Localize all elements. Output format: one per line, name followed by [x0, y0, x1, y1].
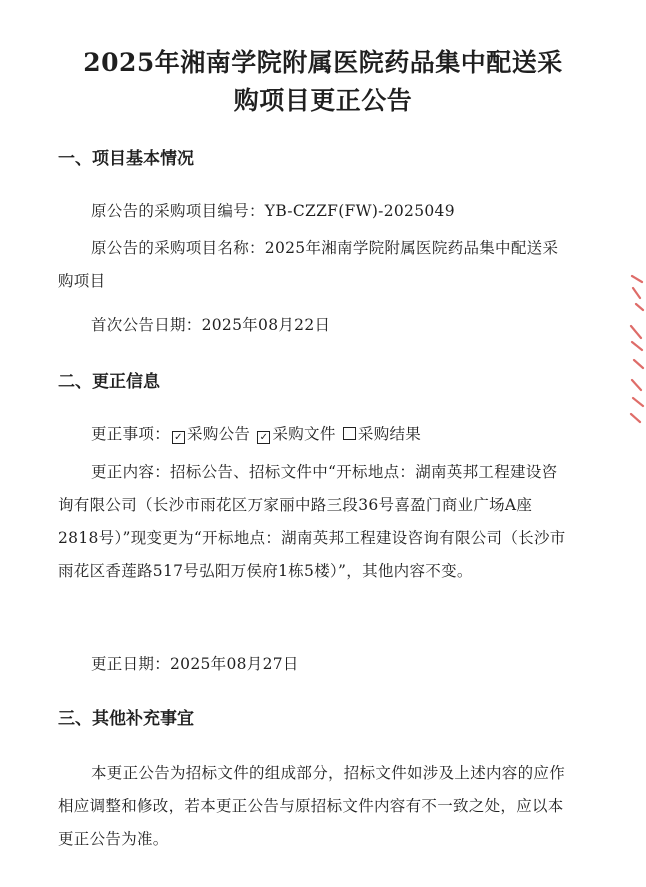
correction-items-label: 更正事项：: [91, 425, 171, 443]
title-line-1: 2025年湘南学院附属医院药品集中配送采: [83, 48, 563, 77]
checkbox-procurement-announcement: ✓: [172, 431, 185, 444]
project-number: 原公告的采购项目编号：YB-CZZF(FW)-2025049: [91, 202, 455, 220]
title-line-2: 购项目更正公告: [233, 86, 413, 115]
section-2-heading: 二、更正信息: [58, 372, 160, 392]
checkbox-label-3: 采购结果: [357, 425, 422, 443]
supplementary-content: 本更正公告为招标文件的组成部分，招标文件如涉及上述内容的应作相应调整和修改，若本更正公告与原招标文件内容有不一致之处，应以本更正公告为准。: [58, 764, 566, 848]
correction-items: [58, 418, 568, 451]
checkbox-label-1: 采购公告: [187, 425, 251, 443]
first-announcement-date: 首次公告日期：2025年08月22日: [91, 316, 331, 334]
section-3-heading: 三、其他补充事宜: [58, 709, 194, 729]
seal-stamp-fragment: [628, 268, 646, 428]
section-1-heading: 一、项目基本情况: [58, 149, 194, 169]
announcement-title: [40, 44, 606, 120]
checkbox-label-2: 采购文件: [272, 425, 336, 443]
correction-date: 更正日期：2025年08月27日: [91, 655, 299, 673]
checkbox-procurement-documents: ✓: [257, 431, 270, 444]
project-name: 原公告的采购项目名称：2025年湘南学院附属医院药品集中配送采购项目: [58, 239, 559, 290]
checkbox-procurement-result: [343, 427, 356, 440]
correction-content: 更正内容：招标公告、招标文件中“开标地点：湖南英邦工程建设咨询有限公司（长沙市雨花区万家丽中路三段36号喜盈门商业广场A座2818号）”现变更为“开标地点：湖南英邦工程建设咨询有限公司（长沙市雨花区香莲路517号弘阳万侯府1栋5楼）”，其他内容不变。: [58, 463, 566, 580]
